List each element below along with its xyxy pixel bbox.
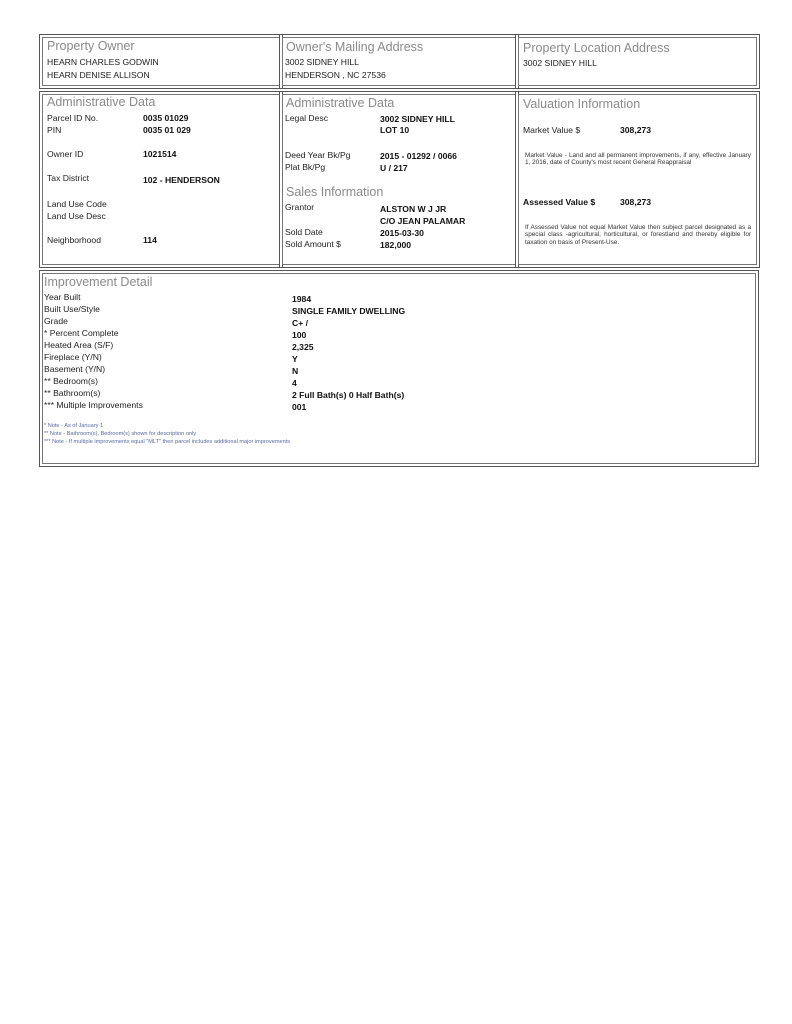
improvement-value: 2,325 [292, 342, 314, 352]
footnote-3: *** Note - If multiple improvements equal "MLT" then parcel includes additional major improvements [44, 439, 291, 445]
market-value: 308,273 [620, 125, 652, 135]
legal-desc-line-1: 3002 SIDNEY HILL [380, 114, 455, 124]
sold-date-label: Sold Date [285, 227, 323, 237]
plat-value: U / 217 [380, 163, 408, 173]
owner-name-1: HEARN CHARLES GODWIN [47, 57, 159, 67]
mailing-line-1: 3002 SIDNEY HILL [285, 57, 359, 67]
footnote-1: * Note - As of January 1 [44, 423, 104, 429]
improvement-value: SINGLE FAMILY DWELLING [292, 306, 406, 316]
valuation-header: Valuation Information [523, 97, 641, 111]
improvement-value: N [292, 366, 299, 376]
improvement-label: Year Built [44, 292, 81, 302]
admin1-header: Administrative Data [47, 95, 156, 109]
improvement-value: 2 Full Bath(s) 0 Half Bath(s) [292, 390, 405, 400]
improvement-value: Y [292, 354, 298, 364]
improvement-label: * Percent Complete [44, 328, 119, 338]
improvement-label: Grade [44, 316, 68, 326]
improvement-value: 100 [292, 330, 307, 340]
mailing-line-2: HENDERSON , NC 27536 [285, 70, 386, 80]
improvement-label: Fireplace (Y/N) [44, 352, 102, 362]
improvement-value: 1984 [292, 294, 312, 304]
pin-value: 0035 01 029 [143, 125, 191, 135]
deed-value: 2015 - 01292 / 0066 [380, 151, 457, 161]
location-line-1: 3002 SIDNEY HILL [523, 58, 597, 68]
land-use-code-label: Land Use Code [47, 199, 107, 209]
grantor-line-1: ALSTON W J JR [380, 204, 447, 214]
improvement-value: 4 [292, 378, 297, 388]
improvement-header: Improvement Detail [44, 275, 153, 289]
tax-district-label: Tax District [47, 173, 90, 183]
improvement-label: Built Use/Style [44, 304, 100, 314]
improvement-label: ** Bathroom(s) [44, 388, 101, 398]
pin-label: PIN [47, 125, 62, 135]
mailing-header: Owner's Mailing Address [286, 40, 424, 54]
tax-district-value: 102 - HENDERSON [143, 175, 220, 185]
owner-name-2: HEARN DENISE ALLISON [47, 70, 150, 80]
improvement-label: ** Bedroom(s) [44, 376, 98, 386]
parcel-id-label: Parcel ID No. [47, 113, 99, 123]
neighborhood-value: 114 [143, 235, 157, 245]
sold-amount-value: 182,000 [380, 240, 412, 250]
market-value-note: Market Value - Land and all permanent improvements, if any, effective January 1, 2016, date of County's most recent General Reappraisal [525, 152, 751, 167]
improvement-label: Basement (Y/N) [44, 364, 106, 374]
sold-amount-label: Sold Amount $ [285, 239, 341, 249]
improvement-label: Heated Area (S/F) [44, 340, 114, 350]
plat-label: Plat Bk/Pg [285, 162, 326, 172]
neighborhood-label: Neighborhood [47, 235, 101, 245]
improvement-value: 001 [292, 402, 307, 412]
assessed-value: 308,273 [620, 197, 652, 207]
grantor-label: Grantor [285, 202, 315, 212]
owner-id-label: Owner ID [47, 149, 84, 159]
improvement-value: C+ / [292, 318, 308, 328]
legal-desc-label: Legal Desc [285, 113, 328, 123]
owner-header: Property Owner [47, 39, 135, 53]
improvement-label: *** Multiple Improvements [44, 400, 143, 410]
assessed-value-label: Assessed Value $ [523, 197, 596, 207]
owner-id-value: 1021514 [143, 149, 177, 159]
market-value-label: Market Value $ [523, 125, 581, 135]
parcel-id-value: 0035 01029 [143, 113, 189, 123]
legal-desc-line-2: LOT 10 [380, 125, 410, 135]
deed-label: Deed Year Bk/Pg [285, 150, 351, 160]
land-use-desc-label: Land Use Desc [47, 211, 106, 221]
footnote-2: ** Note - Bathroom(s), Bedroom(s) shown for description only [44, 431, 197, 437]
sold-date-value: 2015-03-30 [380, 228, 424, 238]
admin2-header: Administrative Data [286, 96, 395, 110]
grantor-line-2: C/O JEAN PALAMAR [380, 216, 466, 226]
assessed-value-note: If Assessed Value not equal Market Value then subject parcel designated as a special class -agricultural, horticultural, or forestland and thereby eligible for taxation on basis of Present-Use. [525, 224, 751, 246]
location-header: Property Location Address [523, 41, 670, 55]
sales-header: Sales Information [286, 185, 384, 199]
